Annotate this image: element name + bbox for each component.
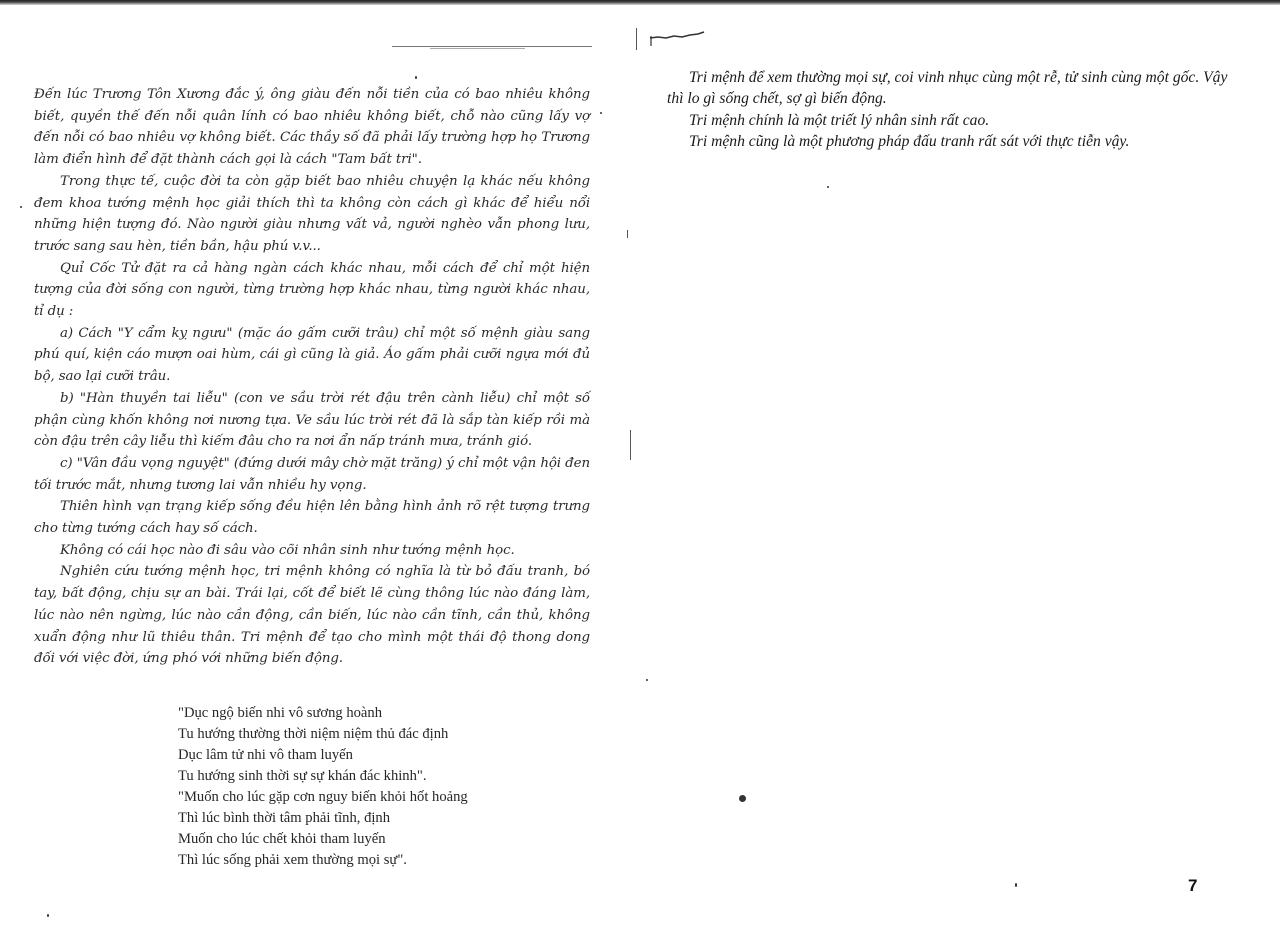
- scan-artifact-line: [430, 48, 525, 49]
- paragraph: b) "Hàn thuyền tai liễu" (con ve sầu trời rét đậu trên cành liễu) chỉ một số phận cùng khốn không nơi nương tựa. Ve sầu lúc trời rét đã là sắp tàn kiếp rồi mà còn đậu trên cây liễu thì kiếm đâu cho ra nơi ẩn nấp tránh mưa, tránh gió.: [34, 390, 590, 450]
- gutter-mark: [627, 230, 628, 238]
- paragraph: Thiên hình vạn trạng kiếp sống đều hiện lên bằng hình ảnh rõ rệt tượng trưng cho từng tướng cách hay số cách.: [34, 499, 590, 537]
- scan-top-border: [0, 0, 1280, 5]
- poem-block: [178, 703, 578, 871]
- scan-speck: [20, 206, 22, 208]
- poem-line: Tu hướng thường thời niệm niệm thủ đác định: [178, 726, 449, 742]
- scan-artifact-line: [392, 46, 592, 47]
- right-page-text: [667, 67, 1237, 153]
- poem-line: Thì lúc sống phải xem thường mọi sự".: [178, 852, 407, 868]
- gutter-mark: [636, 28, 637, 50]
- poem-line: "Dục ngộ biến nhi vô sương hoành: [178, 705, 382, 721]
- paragraph: c) "Vân đầu vọng nguyệt" (đứng dưới mây chờ mặt trăng) ý chỉ một vận hội đen tối trước mắt, nhưng tương lai vẫn nhiều hy vọng.: [34, 455, 590, 493]
- scan-speck: [47, 914, 49, 917]
- scan-speck: [827, 186, 829, 188]
- page-number: 7: [1188, 876, 1198, 895]
- poem-line: "Muốn cho lúc gặp cơn nguy biến khỏi hốt hoảng: [178, 789, 468, 805]
- scan-speck: [646, 679, 648, 681]
- paragraph: Tri mệnh chính là một triết lý nhân sinh rất cao.: [689, 111, 990, 129]
- gutter-mark: [630, 430, 631, 460]
- poem-line: Tu hướng sinh thời sự sự khán đác khinh".: [178, 768, 427, 784]
- scan-speck: [415, 76, 417, 79]
- paragraph: Đến lúc Trương Tôn Xương đắc ý, ông giàu đến nỗi tiền của có bao nhiêu không biết, quyền thế đến nỗi quân lính có bao nhiêu không biết, chỗ nào cũng lấy vợ đến nỗi có bao nhiêu vợ không biết. Các thầy số đã phải lấy trường hợp họ Trương làm điển hình để đặt thành cách gọi là cách "Tam bất tri".: [34, 87, 590, 168]
- poem-line: Dục lâm tử nhi vô tham luyến: [178, 747, 353, 763]
- scan-speck: [1015, 883, 1017, 887]
- paragraph: Tri mệnh cũng là một phương pháp đấu tranh rất sát với thực tiễn vậy.: [689, 133, 1130, 151]
- left-page-text: [34, 84, 590, 670]
- stamp-scribble: [648, 26, 706, 46]
- scan-speck: [600, 112, 602, 114]
- paragraph: Nghiên cứu tướng mệnh học, tri mệnh không có nghĩa là từ bỏ đấu tranh, bó tay, bất động, chịu sự an bài. Trái lại, cốt để biết lẽ cùng thông lúc nào đáng làm, lúc nào nên ngừng, lúc nào cần động, cần biến, lúc nào cần tĩnh, cần thủ, không xuẩn động như lũ thiêu thân. Tri mệnh để tạo cho mình một thái độ thong dong đối với việc đời, ứng phó với những biến động.: [34, 564, 590, 667]
- paragraph: Quỉ Cốc Tử đặt ra cả hàng ngàn cách khác nhau, mỗi cách để chỉ một hiện tượng của đời sống con người, từng trường hợp khác nhau, từng người khác nhau, tỉ dụ :: [34, 260, 590, 320]
- poem-line: Thì lúc bình thời tâm phải tĩnh, định: [178, 810, 391, 826]
- paragraph: a) Cách "Y cẩm kỵ ngưu" (mặc áo gấm cưỡi trâu) chỉ một số mệnh giàu sang phú quí, kiện cáo mượn oai hùm, cái gì cũng là giả. Áo gấm phải cưỡi ngựa mới đủ bộ, sao lại cưỡi trâu.: [34, 325, 590, 385]
- scan-speck: [739, 795, 746, 802]
- poem-line: Muốn cho lúc chết khỏi tham luyến: [178, 831, 386, 847]
- paragraph: Tri mệnh để xem thường mọi sự, coi vinh nhục cùng một rễ, tử sinh cùng một gốc. Vậy thì lo gì sống chết, sợ gì biến động.: [667, 69, 1228, 108]
- paragraph: Không có cái học nào đi sâu vào cõi nhân sinh như tướng mệnh học.: [60, 542, 515, 558]
- paragraph: Trong thực tế, cuộc đời ta còn gặp biết bao nhiêu chuyện lạ khác nếu không đem khoa tướng mệnh học giải thích thì ta không còn cách gì khác để hiểu nổi những hiện tượng đó. Nào người giàu nhưng vất vả, người nghèo vẫn phong lưu, trước sang sau hèn, tiền bần, hậu phú v.v...: [34, 173, 590, 254]
